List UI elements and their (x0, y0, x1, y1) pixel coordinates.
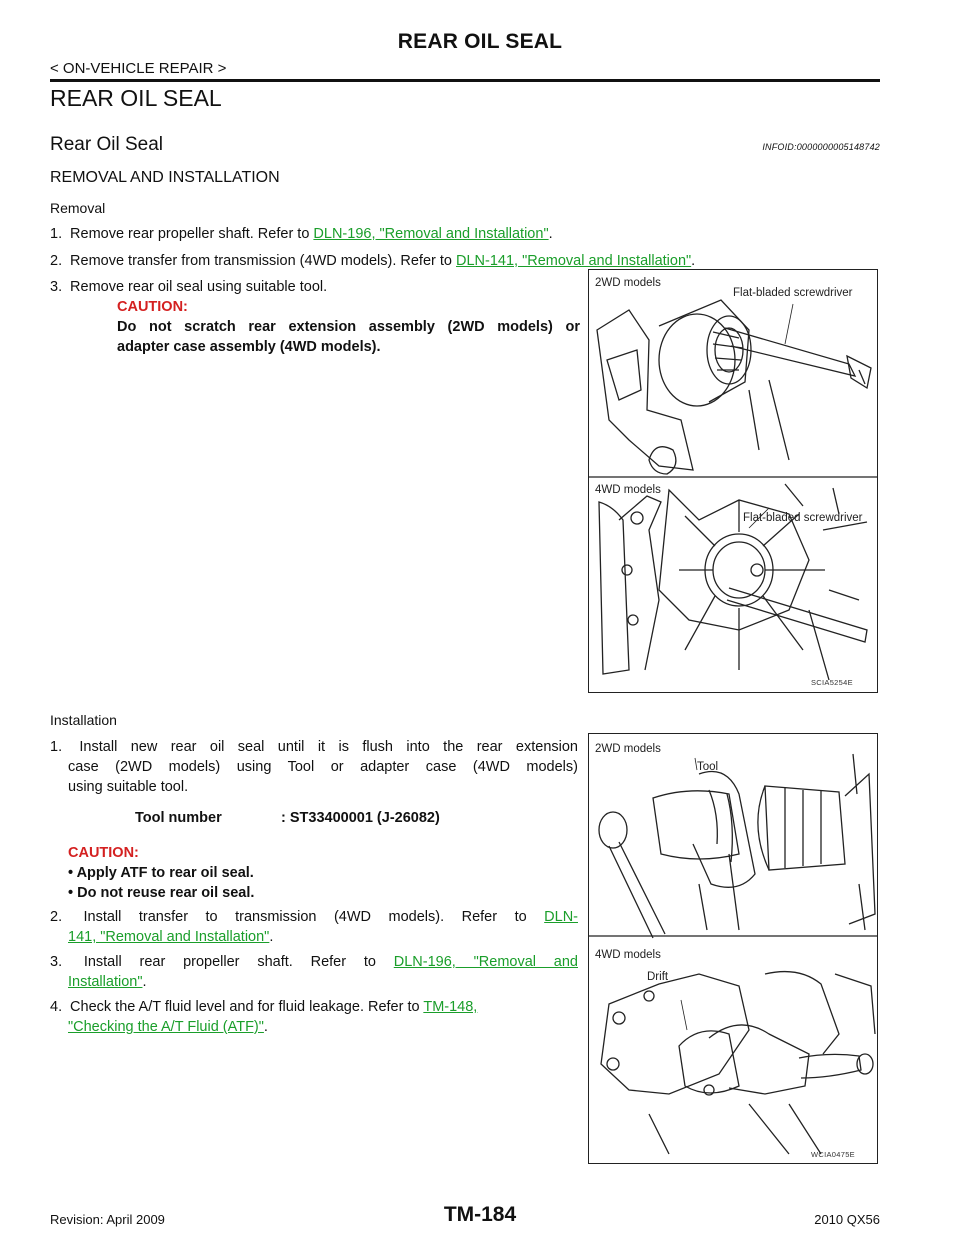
installation-step-1 (50, 737, 578, 797)
procedure-title: REMOVAL AND INSTALLATION (50, 169, 280, 186)
step-end: . (263, 1019, 268, 1035)
caution-label: CAUTION: (117, 299, 188, 315)
step-number: 2. (50, 909, 63, 925)
figure-installation (588, 733, 878, 1164)
step-text: Install rear propeller shaft. Refer to (83, 954, 394, 970)
page-header-title: REAR OIL SEAL (397, 30, 563, 53)
footer-page-number: TM-184 (443, 1203, 517, 1226)
breadcrumb: < ON-VEHICLE REPAIR > (50, 60, 227, 77)
tool-number-label: Tool number (135, 810, 222, 826)
section-title: REAR OIL SEAL (50, 85, 222, 111)
step-text: Install transfer to transmission (4WD models). Refer to (83, 909, 545, 925)
figure-label-4wd: 4WD models (595, 484, 661, 496)
caution-label: CAUTION: (68, 845, 139, 861)
figure-code: SCIA5254E (811, 678, 853, 687)
ref-link-dln-141-cont[interactable]: 141, "Removal and Installation" (68, 929, 270, 945)
figure-removal (588, 269, 878, 693)
figure-code: WCIA0475E (811, 1150, 855, 1159)
step-end: . (142, 974, 147, 990)
step-text: Remove rear oil seal using suitable tool. (70, 279, 328, 295)
removal-heading: Removal (50, 200, 106, 216)
ref-link-tm-148-cont[interactable]: "Checking the A/T Fluid (ATF)" (68, 1019, 264, 1035)
step-text-line-2: case (2WD models) using Tool or adapter case (4WD models) (68, 759, 578, 775)
caution-text-line-2: adapter case assembly (4WD models). (117, 339, 381, 355)
installation-step-3 (50, 952, 578, 992)
header-divider (50, 79, 880, 82)
removal-step-3 (50, 277, 580, 357)
figure-label-screwdriver-4wd: Flat-bladed screwdriver (743, 512, 863, 524)
caution-text-line-1: Do not scratch rear extension assembly (2WD models) or (117, 319, 580, 335)
ref-link-tm-148[interactable]: TM-148, (423, 999, 478, 1015)
subsection-title: Rear Oil Seal (50, 134, 163, 155)
step-number: 1. (50, 739, 63, 755)
step-text-line-3: using suitable tool. (68, 779, 189, 795)
info-id: INFOID:0000000005148742 (762, 142, 880, 152)
step-number: 3. (50, 279, 63, 295)
figure-label-tool: Tool (697, 761, 719, 773)
step-end: . (269, 929, 274, 945)
step-text: Remove transfer from transmission (4WD models). Refer to (70, 253, 456, 269)
step-number: 2. (50, 253, 63, 269)
figure-label-2wd: 2WD models (595, 277, 661, 289)
ref-link-dln-196-cont[interactable]: Installation" (68, 974, 143, 990)
step-end: . (548, 226, 553, 242)
footer-revision: Revision: April 2009 (50, 1212, 165, 1227)
step-number: 4. (50, 999, 63, 1015)
figure-label-drift: Drift (647, 971, 669, 983)
tool-number-value: : ST33400001 (J-26082) (281, 810, 440, 826)
installation-caution (68, 843, 578, 903)
figure-removal-illustration (589, 270, 877, 692)
ref-link-dln-141[interactable]: DLN- (544, 909, 578, 925)
removal-step-2 (50, 251, 880, 271)
step-text: Check the A/T fluid level and for fluid leakage. Refer to (70, 999, 424, 1015)
step-end: . (691, 253, 696, 269)
ref-link-dln-196[interactable]: DLN-196, "Removal and (393, 954, 578, 970)
figure-label-screwdriver-2wd: Flat-bladed screwdriver (733, 287, 853, 299)
step-number: 1. (50, 226, 63, 242)
step-text-line-1: Install new rear oil seal until it is flush into the rear extension (79, 739, 578, 755)
figure-label-2wd: 2WD models (595, 743, 661, 755)
step-number: 3. (50, 954, 63, 970)
ref-link-dln-141[interactable]: DLN-141, "Removal and Installation" (456, 253, 692, 269)
installation-step-4 (50, 997, 590, 1037)
removal-step-1 (50, 224, 880, 244)
step-text: Remove rear propeller shaft. Refer to (70, 226, 314, 242)
installation-heading: Installation (50, 712, 117, 728)
installation-step-2 (50, 907, 578, 947)
footer-model: 2010 QX56 (814, 1212, 880, 1227)
ref-link-dln-196[interactable]: DLN-196, "Removal and Installation" (313, 226, 549, 242)
figure-label-4wd: 4WD models (595, 949, 661, 961)
caution-bullet-2: • Do not reuse rear oil seal. (68, 885, 255, 901)
caution-bullet-1: • Apply ATF to rear oil seal. (68, 865, 254, 881)
